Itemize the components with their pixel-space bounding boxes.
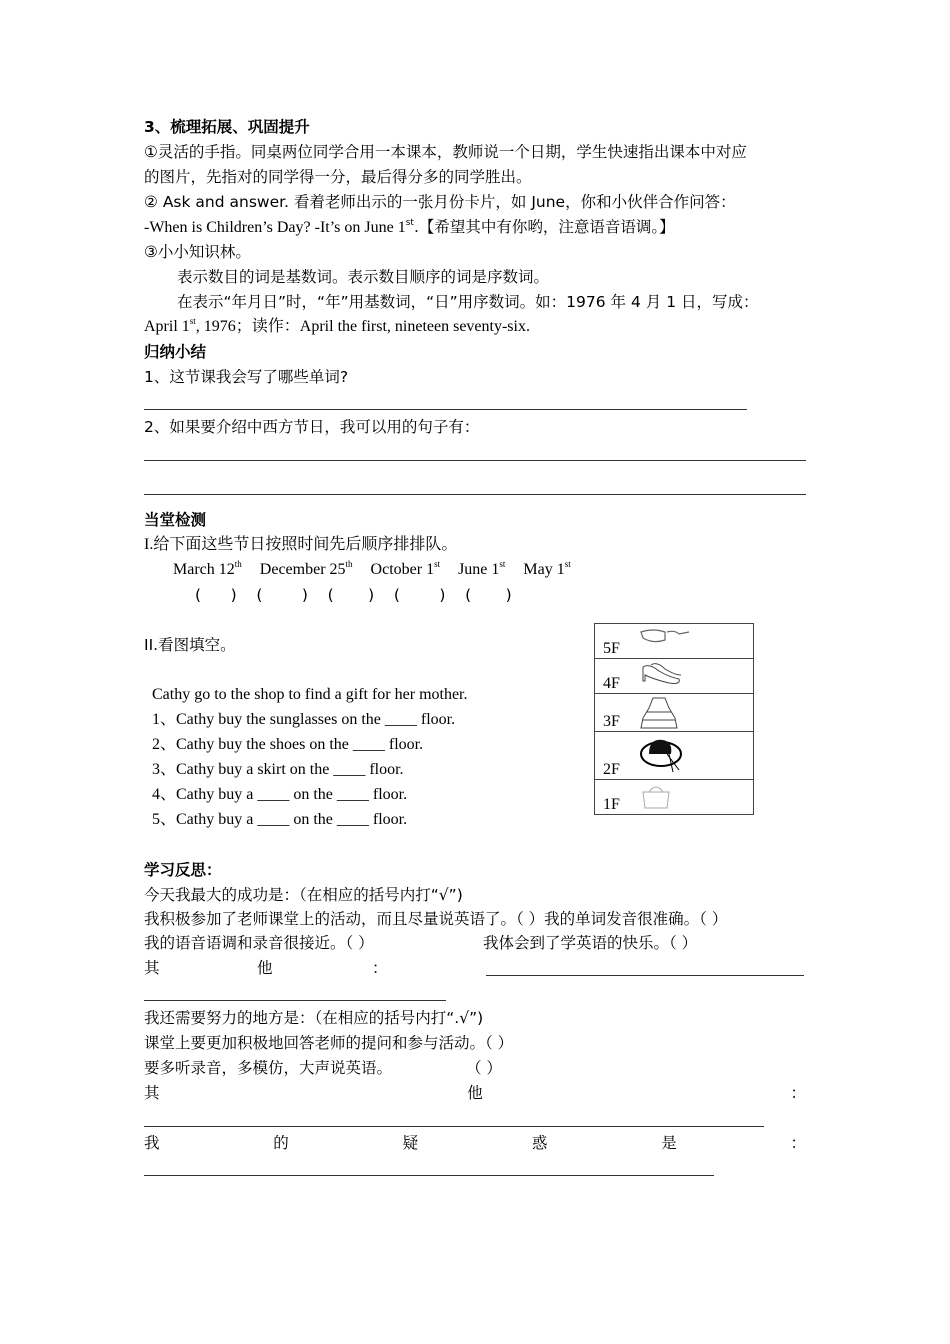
sunglasses-icon [639, 626, 691, 646]
floor-row [595, 732, 754, 780]
fill-question: 2、Cathy buy the shoes on the ____ floor. [152, 736, 424, 753]
answer-line[interactable] [144, 1000, 446, 1001]
skirt-icon [639, 696, 679, 732]
other-label: 其 他 ： [144, 959, 388, 977]
date-item: October 1st [370, 559, 441, 578]
date-item: June 1st [458, 559, 506, 578]
paragraph [144, 316, 530, 338]
paragraph: 表示数目的词是基数词。表示数目顺序的词是序数词。 [177, 268, 550, 286]
paragraph: ② Ask and answer. 看着老师出示的一张月份卡片，如 June，你和小伙伴合作问答： [144, 193, 736, 211]
checkbox-item: 要多听录音，多模仿，大声说英语。 [144, 1059, 393, 1077]
checkbox-item[interactable]: 我积极参加了老师课堂上的活动，而且尽量说英语了。（ ）我的单词发音很准确。（ ） [144, 910, 728, 928]
date-item: May 1st [523, 559, 571, 578]
other-label: 其 他 ： [144, 1084, 806, 1102]
answer-line[interactable] [144, 1175, 714, 1176]
fill-question: 1、Cathy buy the sunglasses on the ____ floor. [152, 711, 456, 728]
floor-label: 5F [603, 640, 620, 657]
note: .【希望其中有你哟，注意语音语调。】 [413, 218, 675, 236]
floor-row [595, 624, 754, 659]
sup: st [405, 218, 414, 228]
question: 2、如果要介绍中西方节日，我可以用的句子有： [144, 418, 480, 436]
part2-instruction: II.看图填空。 [144, 636, 236, 654]
checkbox-item[interactable]: 我的语音语调和录音很接近。（ ） [144, 934, 374, 952]
paragraph: 的图片，先指对的同学得一分，最后得分多的同学胜出。 [144, 168, 532, 186]
sup: st [189, 316, 196, 326]
date-item: December 25th [259, 559, 353, 578]
date-list [173, 559, 571, 581]
paragraph: 在表示“年月日”时，“年”用基数词，“日”用序数词。如：1976 年 4 月 1 日，写成： [177, 293, 759, 311]
date-item: March 12th [173, 559, 242, 578]
checkbox-item[interactable]: 我体会到了学英语的快乐。（ ） [483, 934, 698, 952]
answer-line[interactable] [486, 975, 804, 976]
fill-question: 5、Cathy buy a ____ on the ____ floor. [152, 811, 408, 828]
part1-instruction: I.给下面这些节日按照时间先后顺序排排队。 [144, 536, 458, 553]
floor-label: 2F [603, 761, 620, 778]
floor-row [595, 694, 754, 732]
question-text: -When is Children’s Day? -It’s on June 1 [144, 219, 406, 236]
store-floor-table [594, 623, 754, 815]
question: 1、这节课我会写了哪些单词? [144, 368, 349, 386]
section-title: 3、梳理拓展、巩固提升 [144, 118, 310, 136]
answer-line[interactable] [144, 409, 747, 410]
shoes-icon [639, 661, 685, 691]
fill-question: 4、Cathy buy a ____ on the ____ floor. [152, 786, 408, 803]
answer-line[interactable] [144, 494, 806, 495]
summary-title: 归纳小结 [144, 343, 207, 361]
floor-label: 3F [603, 713, 620, 730]
floor-label: 4F [603, 675, 620, 692]
answer-line[interactable] [144, 1126, 764, 1127]
order-blanks[interactable]: ( ) ( ) ( ) ( ) ( ) [195, 586, 512, 604]
paragraph: ③小小知识林。 [144, 243, 251, 261]
floor-row [595, 659, 754, 694]
paragraph: ①灵活的手指。同桌两位同学合用一本课本，教师说一个日期，学生快速指出课本中对应 [144, 143, 747, 161]
story-intro: Cathy go to the shop to find a gift for her mother. [152, 686, 468, 703]
reflection-title: 学习反思： [144, 861, 222, 879]
answer-line[interactable] [144, 460, 806, 461]
reflection-text: 今天我最大的成功是：（在相应的括号内打“√”) [144, 886, 463, 904]
checkbox-item[interactable]: 课堂上要更加积极地回答老师的提问和参与活动。（ ） [144, 1034, 514, 1052]
doubt-label: 我 的 疑 惑 是 ： [144, 1134, 806, 1152]
text: April 1 [144, 318, 190, 335]
reflection-text: 我还需要努力的地方是：（在相应的括号内打“.√”) [144, 1009, 484, 1027]
hat-icon [639, 734, 689, 778]
test-title: 当堂检测 [144, 511, 207, 529]
paragraph [144, 216, 675, 239]
fill-question: 3、Cathy buy a skirt on the ____ floor. [152, 761, 404, 778]
text: , 1976；读作：April the first, nineteen seventy-six. [195, 318, 530, 335]
floor-row [595, 780, 754, 815]
checkbox-blank[interactable]: （ ） [466, 1059, 502, 1077]
handbag-icon [639, 782, 673, 810]
floor-label: 1F [603, 796, 620, 813]
